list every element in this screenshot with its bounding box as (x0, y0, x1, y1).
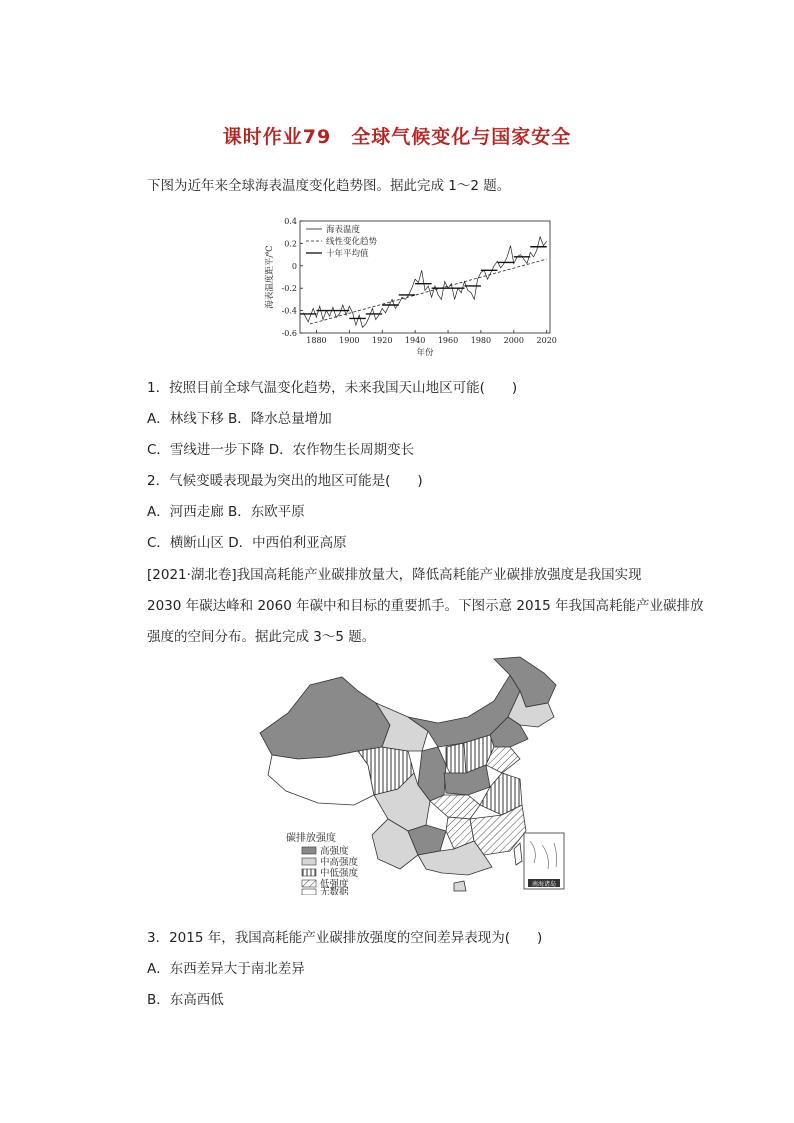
y-tick-label: -0.4 (281, 306, 297, 316)
x-tick-label: 1920 (372, 336, 393, 345)
y-tick-label: 0 (291, 261, 297, 271)
legend-swatch-low (302, 880, 316, 887)
q2-stem: 2．气候变暖表现最为突出的地区可能是( ) (147, 473, 423, 489)
page-title: 课时作业79 全球气候变化与国家安全 (222, 126, 572, 148)
legend-swatch-high (302, 847, 316, 854)
intro-text-2-line3: 强度的空间分布。据此完成 3～5 题。 (147, 629, 376, 645)
intro-text-2-line1: [2021·湖北卷]我国高耗能产业碳排放量大，降低高耗能产业碳排放强度是我国实现 (147, 567, 642, 583)
sst-chart (258, 213, 558, 363)
legend-label-mid-low: 中低强度 (320, 868, 359, 879)
region-tibet (268, 751, 374, 805)
q1-options-cd: C．雪线进一步下降 D．农作物生长周期变长 (147, 442, 415, 458)
y-axis-label: 海表温度距平/℃ (265, 245, 275, 309)
region-hainan (454, 881, 466, 891)
legend-swatch-no-data (302, 889, 316, 895)
sst-chart-svg (258, 213, 558, 363)
x-tick-label: 1940 (404, 336, 426, 345)
legend-label-no-data: 无数据 (320, 887, 349, 895)
region-taiwan (514, 843, 522, 865)
intro-text-1: 下图为近年来全球海表温度变化趋势图。据此完成 1～2 题。 (147, 178, 511, 194)
q3-stem: 3．2015 年，我国高耗能产业碳排放强度的空间差异表现为( ) (147, 930, 543, 946)
map-legend-title: 碳排放强度 (286, 833, 336, 844)
region-xinjiang (260, 677, 390, 759)
q3-option-b: B．东高西低 (147, 992, 224, 1008)
q2-options-ab: A．河西走廊 B．东欧平原 (147, 504, 305, 520)
china-carbon-map-svg (258, 655, 578, 895)
legend-swatch-mid-low (302, 869, 316, 876)
inset-label: 南海诸岛 (531, 881, 557, 888)
x-tick-label: 1960 (437, 336, 459, 345)
series-linear-trend (310, 259, 547, 324)
legend-label: 海表温度 (326, 225, 361, 235)
map-legend (302, 845, 359, 895)
region-shanxi (446, 743, 466, 777)
china-carbon-map (258, 655, 578, 895)
legend-label-low: 低强度 (320, 879, 349, 890)
x-tick-label: 1880 (306, 336, 327, 345)
q3-option-a: A．东西差异大于南北差异 (147, 961, 305, 977)
x-tick-label: 2000 (503, 336, 524, 345)
legend-label-high: 高强度 (320, 846, 349, 857)
y-tick-label: -0.6 (281, 329, 297, 338)
south-china-sea-inset (524, 833, 564, 889)
legend-label: 线性变化趋势 (326, 237, 378, 247)
x-tick-label: 2020 (536, 336, 557, 345)
y-tick-label: 0.4 (284, 217, 297, 226)
x-tick-label: 1900 (339, 336, 360, 345)
q1-options-ab: A．林线下移 B．降水总量增加 (147, 411, 332, 427)
q1-stem: 1．按照目前全球气温变化趋势，未来我国天山地区可能( ) (147, 380, 518, 396)
region-hubei (430, 795, 480, 819)
x-tick-label: 1980 (470, 336, 492, 345)
legend-label: 十年平均值 (326, 249, 369, 259)
x-axis-label: 年份 (416, 348, 434, 358)
q2-options-cd: C．横断山区 D．中西伯利亚高原 (147, 535, 347, 551)
intro-text-2-line2: 2030 年碳达峰和 2060 年碳中和目标的重要抓手。下图示意 2015 年我国高耗能产业碳排放 (147, 598, 704, 614)
legend-swatch-mid-high (302, 858, 316, 865)
y-tick-label: -0.2 (281, 284, 297, 294)
legend-label-mid-high: 中高强度 (320, 857, 359, 868)
y-tick-label: 0.2 (284, 239, 297, 249)
